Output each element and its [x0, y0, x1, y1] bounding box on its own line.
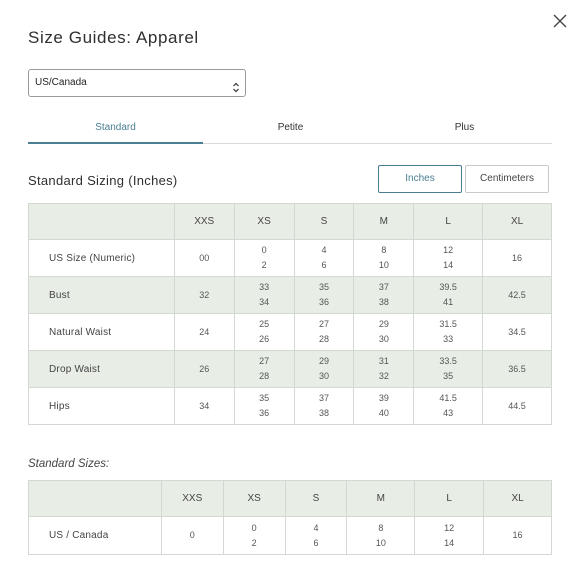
tab-plus[interactable]: Plus — [454, 122, 475, 133]
size-cell — [354, 277, 414, 314]
size-cell — [294, 314, 354, 351]
table-header-row — [29, 481, 552, 517]
size-value: 2 — [261, 260, 267, 270]
measurement-table — [28, 203, 552, 425]
column-header: S — [285, 481, 347, 517]
size-cell — [354, 388, 414, 425]
size-value: 16 — [512, 252, 523, 263]
size-value: 29 — [318, 356, 329, 366]
size-value: 0 — [261, 245, 267, 255]
table-row — [29, 277, 552, 314]
size-value: 31 — [378, 356, 389, 366]
size-value: 35 — [318, 282, 329, 292]
size-value: 34.5 — [508, 326, 526, 337]
size-value: 35 — [259, 393, 270, 403]
size-cell — [285, 517, 347, 555]
section-title: Standard Sizing (Inches) — [28, 173, 178, 188]
table-row — [29, 314, 552, 351]
size-value: 31.5 — [439, 319, 457, 329]
size-value: 39.5 — [439, 282, 457, 292]
size-value: 32 — [199, 289, 210, 300]
size-tabs — [28, 122, 552, 144]
size-cell — [354, 240, 414, 277]
size-value: 39 — [378, 393, 389, 403]
inches-button[interactable]: Inches — [378, 165, 462, 193]
table-row — [29, 517, 552, 555]
size-cell — [414, 240, 483, 277]
table-row — [29, 240, 552, 277]
size-value: 14 — [443, 260, 454, 270]
tab-petite[interactable]: Petite — [277, 122, 304, 133]
size-value: 38 — [318, 408, 329, 418]
column-header: L — [414, 204, 483, 240]
size-cell — [483, 314, 552, 351]
size-cell — [483, 240, 552, 277]
size-value: 33 — [443, 334, 454, 344]
size-cell — [161, 517, 223, 555]
size-value: 34 — [259, 297, 270, 307]
size-value: 0 — [189, 530, 195, 540]
size-cell — [234, 314, 294, 351]
column-header: XXS — [161, 481, 223, 517]
size-value: 28 — [259, 371, 270, 381]
size-cell — [414, 351, 483, 388]
column-header: XS — [234, 204, 294, 240]
size-value: 36 — [259, 408, 270, 418]
region-select-value: US/Canada — [35, 77, 87, 88]
size-value: 26 — [259, 334, 270, 344]
size-value: 4 — [313, 522, 319, 533]
table-row — [29, 351, 552, 388]
size-cell — [347, 517, 415, 555]
size-cell — [414, 277, 483, 314]
column-header: XL — [483, 204, 552, 240]
modal-title: Size Guides: Apparel — [28, 28, 199, 47]
size-cell — [234, 277, 294, 314]
size-value: 10 — [375, 537, 386, 548]
size-value: 32 — [378, 371, 389, 381]
standard-sizes-table — [28, 480, 552, 555]
column-header: M — [347, 481, 415, 517]
region-select[interactable] — [28, 69, 246, 97]
size-cell — [174, 277, 234, 314]
size-cell — [483, 388, 552, 425]
size-value: 43 — [443, 408, 454, 418]
size-value: 36.5 — [508, 363, 526, 374]
size-cell — [174, 314, 234, 351]
size-value: 44.5 — [508, 400, 526, 411]
size-value: 12 — [443, 245, 454, 255]
size-value: 6 — [313, 537, 319, 548]
column-header: L — [415, 481, 484, 517]
size-value: 0 — [251, 522, 257, 533]
column-header: S — [294, 204, 354, 240]
size-cell — [174, 240, 234, 277]
size-value: 4 — [321, 245, 327, 255]
tab-standard[interactable]: Standard — [28, 122, 203, 144]
size-cell — [294, 277, 354, 314]
size-cell — [354, 351, 414, 388]
size-value: 29 — [378, 319, 389, 329]
size-cell — [484, 517, 552, 555]
column-header: M — [354, 204, 414, 240]
size-value: 14 — [444, 537, 455, 548]
size-value: 6 — [321, 260, 327, 270]
size-cell — [174, 388, 234, 425]
column-header: XXS — [174, 204, 234, 240]
size-value: 24 — [199, 326, 210, 337]
standard-sizes-label: Standard Sizes: — [28, 458, 110, 470]
size-value: 41.5 — [439, 393, 457, 403]
header-empty-cell — [29, 204, 175, 240]
size-value: 36 — [318, 297, 329, 307]
size-value: 30 — [378, 334, 389, 344]
centimeters-button[interactable]: Centimeters — [465, 165, 549, 193]
row-label: Hips — [29, 388, 175, 425]
size-value: 8 — [378, 522, 384, 533]
size-value: 25 — [259, 319, 270, 329]
size-cell — [174, 351, 234, 388]
size-cell — [294, 240, 354, 277]
size-cell — [234, 240, 294, 277]
column-header: XL — [484, 481, 552, 517]
size-value: 27 — [318, 319, 329, 329]
size-value: 40 — [378, 408, 389, 418]
row-label: US / Canada — [29, 517, 162, 555]
size-value: 35 — [443, 371, 454, 381]
size-value: 16 — [512, 530, 523, 540]
size-value: 10 — [378, 260, 389, 270]
size-value: 2 — [251, 537, 257, 548]
select-chevrons-icon — [232, 78, 240, 89]
size-value: 38 — [378, 297, 389, 307]
size-cell — [414, 388, 483, 425]
row-label: US Size (Numeric) — [29, 240, 175, 277]
size-cell — [414, 314, 483, 351]
size-value: 34 — [199, 400, 210, 411]
size-cell — [354, 314, 414, 351]
size-value: 37 — [318, 393, 329, 403]
row-label: Bust — [29, 277, 175, 314]
size-value: 26 — [199, 363, 210, 374]
size-cell — [483, 351, 552, 388]
table-header-row — [29, 204, 552, 240]
size-value: 12 — [444, 522, 455, 533]
row-label: Drop Waist — [29, 351, 175, 388]
table-row — [29, 388, 552, 425]
size-value: 41 — [443, 297, 454, 307]
size-value: 28 — [318, 334, 329, 344]
size-cell — [234, 388, 294, 425]
size-cell — [234, 351, 294, 388]
size-value: 37 — [378, 282, 389, 292]
column-header: XS — [223, 481, 285, 517]
size-cell — [294, 351, 354, 388]
size-cell — [294, 388, 354, 425]
size-cell — [223, 517, 285, 555]
size-value: 8 — [381, 245, 387, 255]
row-label: Natural Waist — [29, 314, 175, 351]
close-icon[interactable] — [550, 11, 570, 31]
size-value: 33 — [259, 282, 270, 292]
header-empty-cell — [29, 481, 162, 517]
size-cell — [415, 517, 484, 555]
size-value: 42.5 — [508, 289, 526, 300]
size-value: 30 — [318, 371, 329, 381]
size-cell — [483, 277, 552, 314]
size-value: 33.5 — [439, 356, 457, 366]
size-value: 00 — [199, 252, 210, 263]
size-value: 27 — [259, 356, 270, 366]
